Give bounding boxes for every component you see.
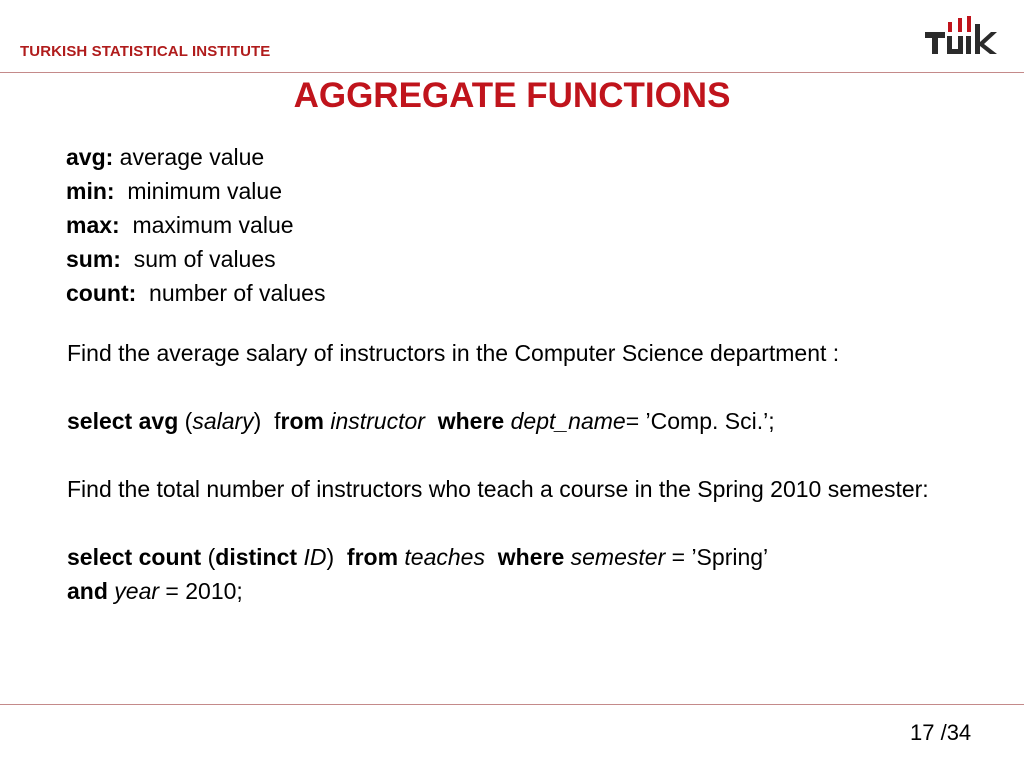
kw-select-avg: select avg: [67, 408, 179, 434]
kw-select-count: select count: [67, 544, 202, 570]
table-teaches: teaches: [404, 544, 485, 570]
definition-min: [66, 174, 325, 208]
definition-desc: maximum value: [119, 212, 294, 238]
example1-question: Find the average salary of instructors in the Computer Science department :: [67, 340, 840, 366]
kw-and: and: [67, 578, 108, 604]
kw-where: where: [424, 408, 505, 434]
footer-rule: [0, 704, 1024, 705]
kw-where: where: [484, 544, 565, 570]
definition-avg: [66, 140, 325, 174]
definition-desc: average value: [113, 144, 265, 170]
kw-distinct: distinct: [215, 544, 298, 570]
slide-title: AGGREGATE FUNCTIONS: [293, 76, 731, 115]
definition-term: max:: [66, 212, 120, 238]
col-semester: semester: [570, 544, 666, 570]
examples-block: [67, 336, 967, 608]
page-number: 17 /34: [910, 720, 972, 745]
definition-sum: [66, 242, 325, 276]
kw-from: from: [346, 544, 399, 570]
tuik-logo: [925, 14, 997, 56]
kw-from: rom: [280, 408, 324, 434]
col-year: year: [114, 578, 160, 604]
definition-term: count:: [66, 280, 137, 306]
arg-id: ID: [303, 544, 327, 570]
definition-desc: minimum value: [114, 178, 282, 204]
definition-max: [66, 208, 325, 242]
header-rule: [0, 72, 1024, 73]
example2-query: select count (distinct ID) from teaches where semester = ’Spring’ and year = 2010;: [67, 544, 769, 604]
definition-desc: number of values: [136, 280, 326, 306]
example1-query: select avg (salary) from instructor where dept_name= ’Comp. Sci.’;: [67, 408, 775, 434]
definition-term: min:: [66, 178, 115, 204]
table-instructor: instructor: [330, 408, 425, 434]
col-dept-name: dept_name: [510, 408, 626, 434]
org-name: TURKISH STATISTICAL INSTITUTE: [20, 43, 271, 60]
arg-salary: salary: [192, 408, 254, 434]
definition-desc: sum of values: [120, 246, 276, 272]
example2-question: Find the total number of instructors who teach a course in the Spring 2010 semester:: [67, 476, 929, 502]
definition-term: avg:: [66, 144, 114, 170]
definition-list: [66, 140, 325, 310]
definition-count: [66, 276, 325, 310]
definition-term: sum:: [66, 246, 121, 272]
